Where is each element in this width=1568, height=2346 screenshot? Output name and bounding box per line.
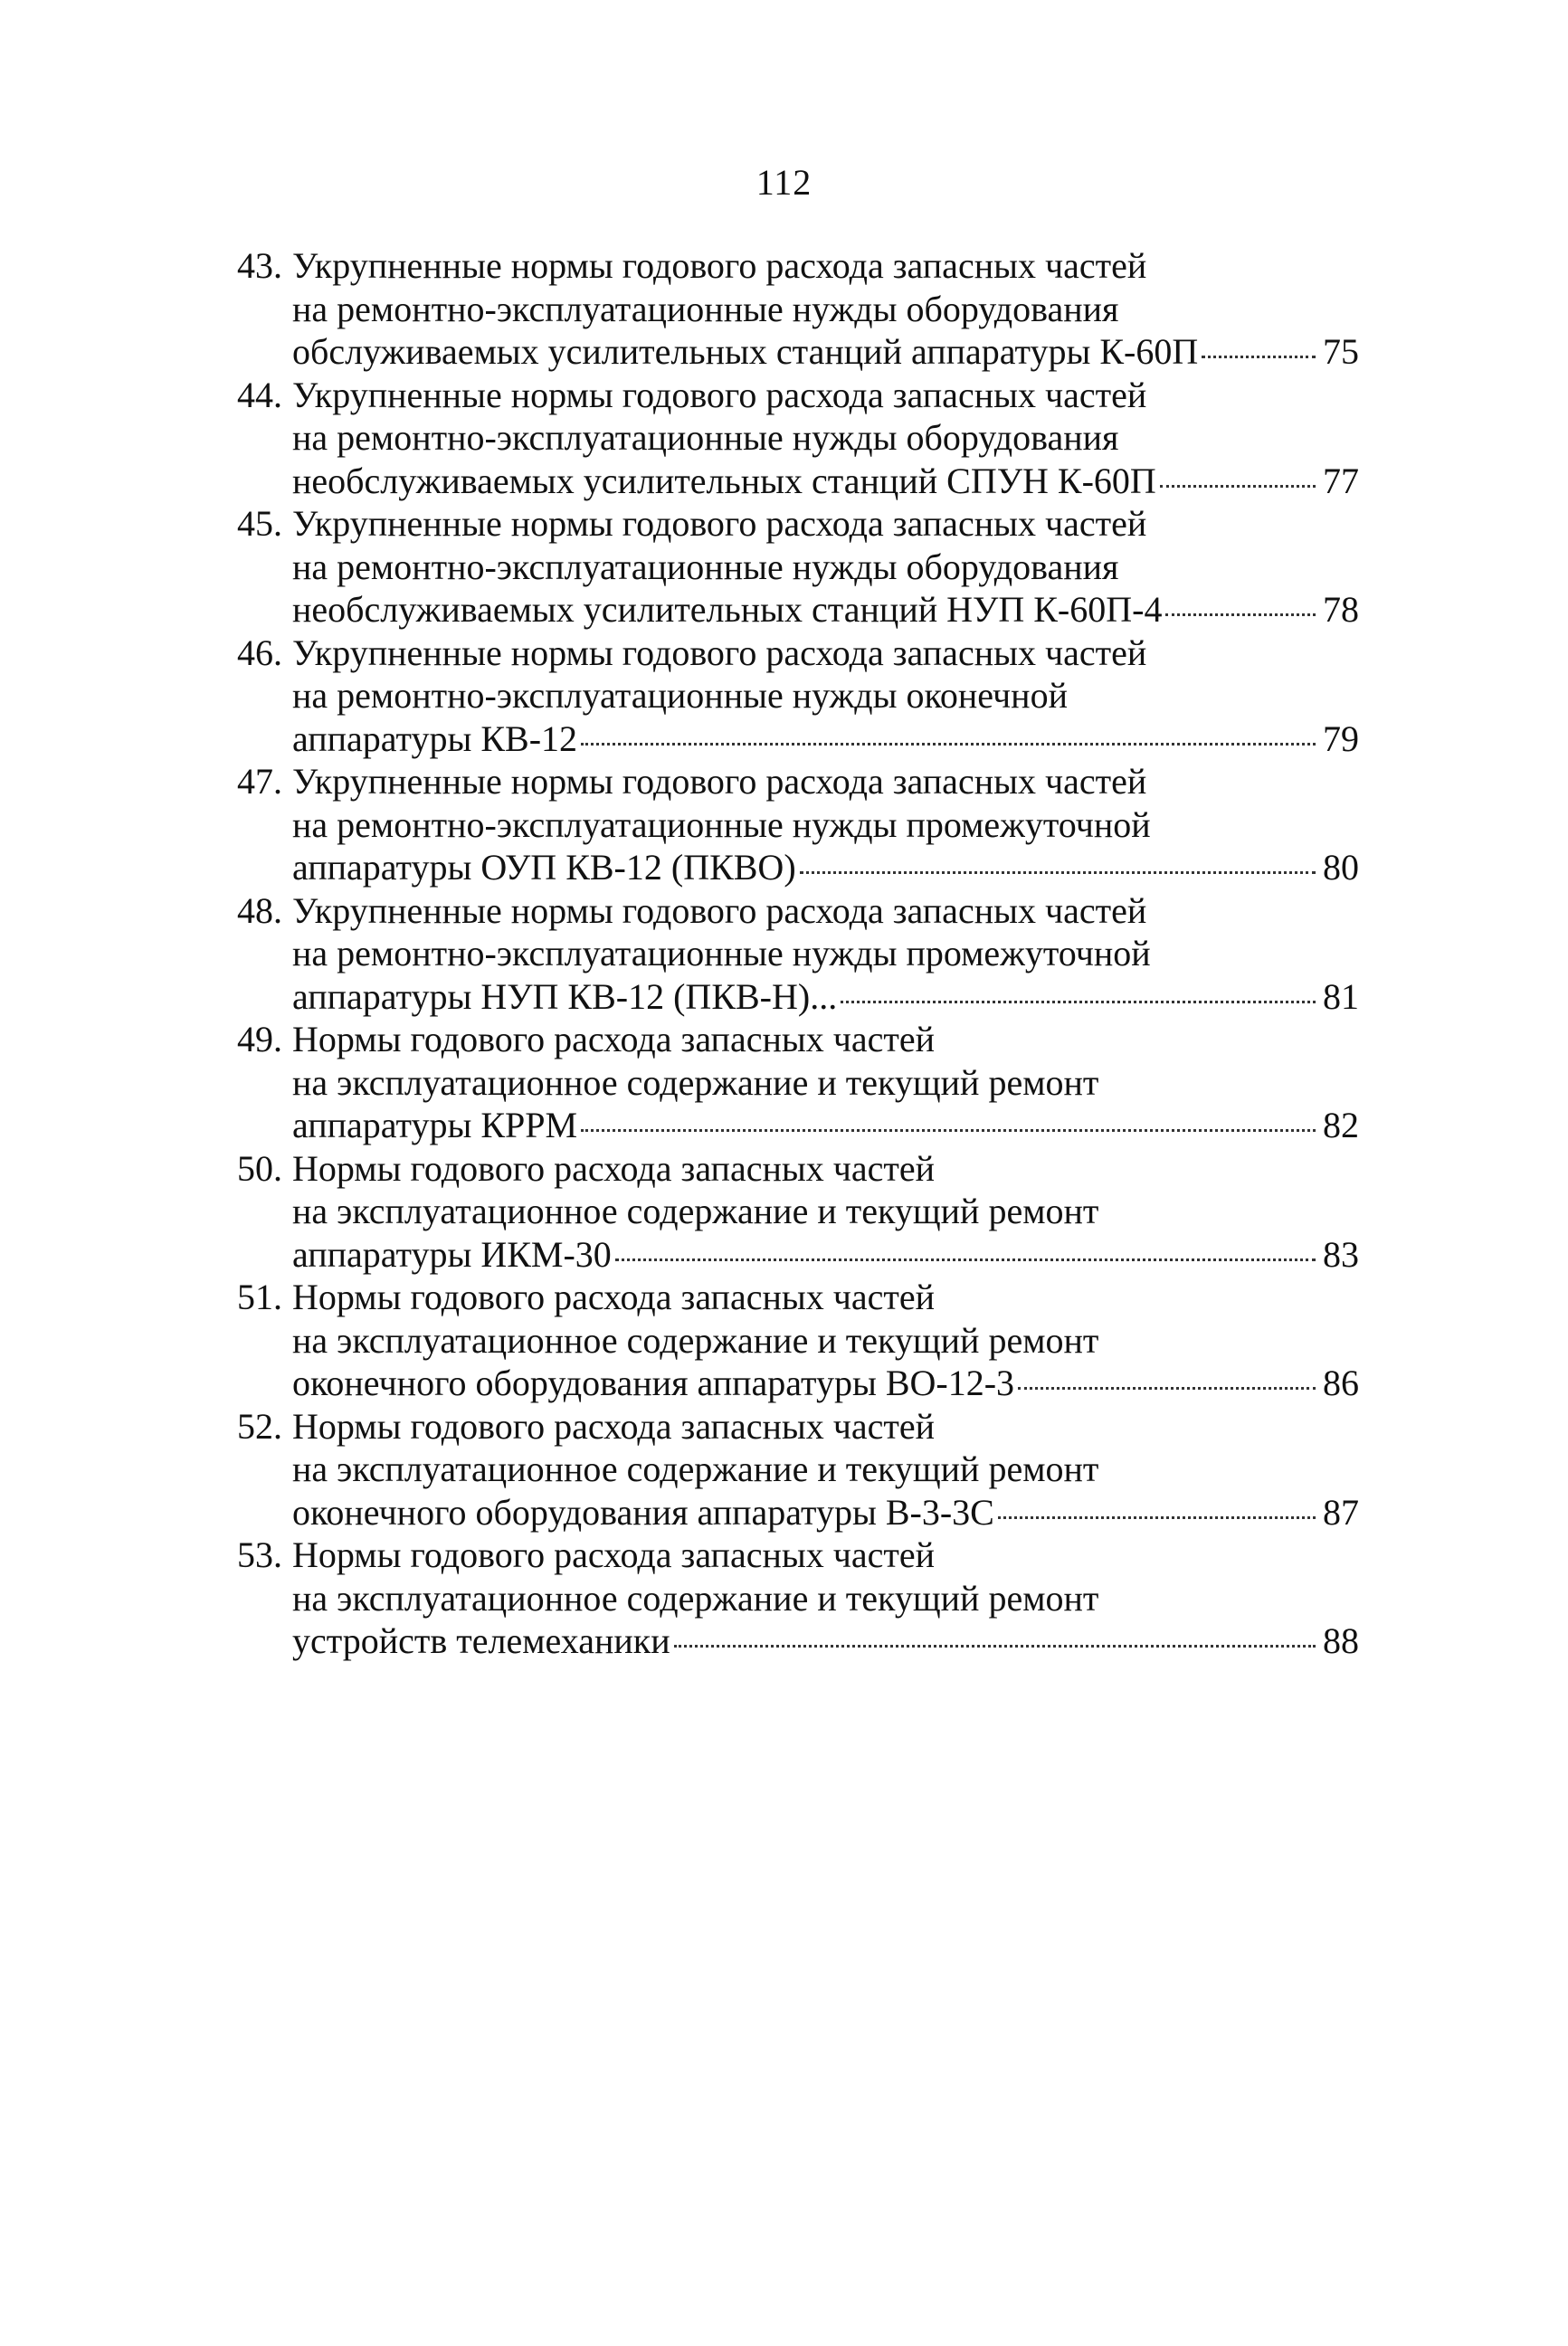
toc-entry-last-line xyxy=(292,1233,1359,1277)
dot-leader xyxy=(581,1129,1316,1132)
table-of-contents xyxy=(237,244,1359,1663)
toc-entry-number: 48. xyxy=(237,889,282,931)
toc-entry-last-line xyxy=(292,846,1359,889)
toc-page-number: 81 xyxy=(1323,975,1359,1017)
toc-entry-last-line xyxy=(292,460,1359,503)
toc-entry-title xyxy=(292,244,1359,374)
toc-entry-number: 50. xyxy=(237,1147,282,1189)
toc-entry-line: аппаратуры НУП КВ-12 (ПКВ-Н)... xyxy=(292,975,838,1017)
dot-leader xyxy=(1018,1387,1316,1390)
toc-entry xyxy=(237,1276,1359,1405)
toc-entry xyxy=(237,1405,1359,1534)
toc-entry-line: Укрупненные нормы годового расхода запасных частей xyxy=(292,632,1147,673)
toc-entry xyxy=(237,244,1359,374)
toc-entry-line: на эксплуатационное содержание и текущий ремонт xyxy=(292,1191,1099,1231)
toc-entry-line: на эксплуатационное содержание и текущий ремонт xyxy=(292,1448,1099,1489)
toc-entry-number: 53. xyxy=(237,1534,282,1575)
toc-entry-number: 44. xyxy=(237,374,282,415)
toc-entry-number: 45. xyxy=(237,503,282,544)
toc-entry-last-line xyxy=(292,588,1359,632)
toc-entry-last-line xyxy=(292,1362,1359,1405)
toc-entry-line: на ремонтно-эксплуатационные нужды оборудования xyxy=(292,417,1119,458)
toc-entry-number: 49. xyxy=(237,1019,282,1059)
toc-entry-line: обслуживаемых усилительных станций аппаратуры К-60П xyxy=(292,331,1199,372)
toc-entry xyxy=(237,502,1359,632)
toc-entry-line: Нормы годового расхода запасных частей xyxy=(292,1405,935,1447)
toc-entry-title xyxy=(292,760,1359,889)
toc-entry-line: Укрупненные нормы годового расхода запасных частей xyxy=(292,503,1147,544)
toc-page-number: 82 xyxy=(1323,1105,1359,1145)
toc-entry-title xyxy=(292,1018,1359,1147)
toc-page-number: 86 xyxy=(1323,1363,1359,1403)
toc-entry-number: 46. xyxy=(237,632,282,673)
page-number: 112 xyxy=(755,162,813,203)
toc-entry-line: на ремонтно-эксплуатационные нужды оборудования xyxy=(292,288,1119,329)
toc-entry xyxy=(237,1147,1359,1277)
toc-page-number: 75 xyxy=(1323,331,1359,372)
toc-entry-title xyxy=(292,889,1359,1019)
toc-entry-number: 43. xyxy=(237,245,282,286)
toc-entry-line: на эксплуатационное содержание и текущий ремонт xyxy=(292,1577,1099,1619)
toc-entry-title xyxy=(292,1147,1359,1277)
dot-leader xyxy=(581,743,1316,746)
toc-entry-line: аппаратуры ИКМ-30 xyxy=(292,1233,612,1275)
toc-entry-number: 47. xyxy=(237,761,282,802)
toc-entry xyxy=(237,760,1359,889)
dot-leader xyxy=(1160,485,1316,488)
dot-leader xyxy=(800,871,1316,874)
dot-leader xyxy=(1165,613,1316,616)
toc-page-number: 77 xyxy=(1323,460,1359,501)
toc-entry-line: Нормы годового расхода запасных частей xyxy=(292,1147,935,1189)
dot-leader xyxy=(674,1645,1316,1648)
dot-leader xyxy=(1202,356,1316,358)
toc-entry-line: на ремонтно-эксплуатационные нужды промежуточной xyxy=(292,803,1151,845)
toc-entry-title xyxy=(292,1276,1359,1405)
toc-entry xyxy=(237,1018,1359,1147)
toc-entry-last-line xyxy=(292,330,1359,374)
toc-entry xyxy=(237,632,1359,761)
toc-entry-line: необслуживаемых усилительных станций НУП К-60П-4 xyxy=(292,589,1163,630)
toc-entry xyxy=(237,374,1359,503)
toc-entry-number: 51. xyxy=(237,1277,282,1317)
toc-entry-line: на ремонтно-эксплуатационные нужды промежуточной xyxy=(292,933,1151,974)
toc-page-number: 88 xyxy=(1323,1620,1359,1661)
toc-page-number: 78 xyxy=(1323,589,1359,630)
toc-entry-last-line xyxy=(292,1619,1359,1663)
toc-entry-line: Укрупненные нормы годового расхода запасных частей xyxy=(292,374,1147,415)
toc-entry-line: Укрупненные нормы годового расхода запасных частей xyxy=(292,761,1147,802)
toc-entry-line: аппаратуры ОУП КВ-12 (ПКВО) xyxy=(292,847,796,888)
dot-leader xyxy=(615,1258,1316,1261)
toc-entry-line: Нормы годового расхода запасных частей xyxy=(292,1019,935,1059)
toc-page-number: 80 xyxy=(1323,847,1359,888)
toc-entry-line: Укрупненные нормы годового расхода запасных частей xyxy=(292,245,1147,286)
toc-page-number: 83 xyxy=(1323,1233,1359,1275)
toc-entry-line: аппаратуры КВ-12 xyxy=(292,717,578,759)
toc-entry-line: аппаратуры КРРМ xyxy=(292,1105,578,1145)
toc-entry xyxy=(237,889,1359,1019)
toc-entry-last-line xyxy=(292,975,1359,1019)
toc-page-number: 87 xyxy=(1323,1491,1359,1533)
toc-entry-last-line xyxy=(292,1491,1359,1534)
toc-entry-line: на ремонтно-эксплуатационные нужды оконечной xyxy=(292,675,1068,716)
toc-entry-number: 52. xyxy=(237,1405,282,1447)
toc-entry-line: Укрупненные нормы годового расхода запасных частей xyxy=(292,889,1147,931)
toc-entry-line: Нормы годового расхода запасных частей xyxy=(292,1534,935,1575)
toc-entry-title xyxy=(292,632,1359,761)
toc-entry-last-line xyxy=(292,717,1359,761)
toc-entry-line: устройств телемеханики xyxy=(292,1620,670,1661)
toc-entry-title xyxy=(292,1534,1359,1663)
toc-page-number: 79 xyxy=(1323,717,1359,759)
toc-entry-line: оконечного оборудования аппаратуры В-3-3С xyxy=(292,1491,994,1533)
toc-entry-line: необслуживаемых усилительных станций СПУН К-60П xyxy=(292,460,1156,501)
toc-entry-title xyxy=(292,374,1359,503)
dot-leader xyxy=(841,1001,1316,1003)
dot-leader xyxy=(998,1516,1316,1519)
toc-entry-title xyxy=(292,1405,1359,1534)
toc-entry-line: на эксплуатационное содержание и текущий ремонт xyxy=(292,1061,1099,1103)
toc-entry-line: на ремонтно-эксплуатационные нужды оборудования xyxy=(292,546,1119,587)
toc-entry xyxy=(237,1534,1359,1663)
toc-entry-title xyxy=(292,502,1359,632)
toc-entry-line: на эксплуатационное содержание и текущий ремонт xyxy=(292,1319,1099,1361)
toc-entry-last-line xyxy=(292,1104,1359,1147)
toc-entry-line: оконечного оборудования аппаратуры ВО-12-3 xyxy=(292,1363,1015,1403)
toc-entry-line: Нормы годового расхода запасных частей xyxy=(292,1277,935,1317)
